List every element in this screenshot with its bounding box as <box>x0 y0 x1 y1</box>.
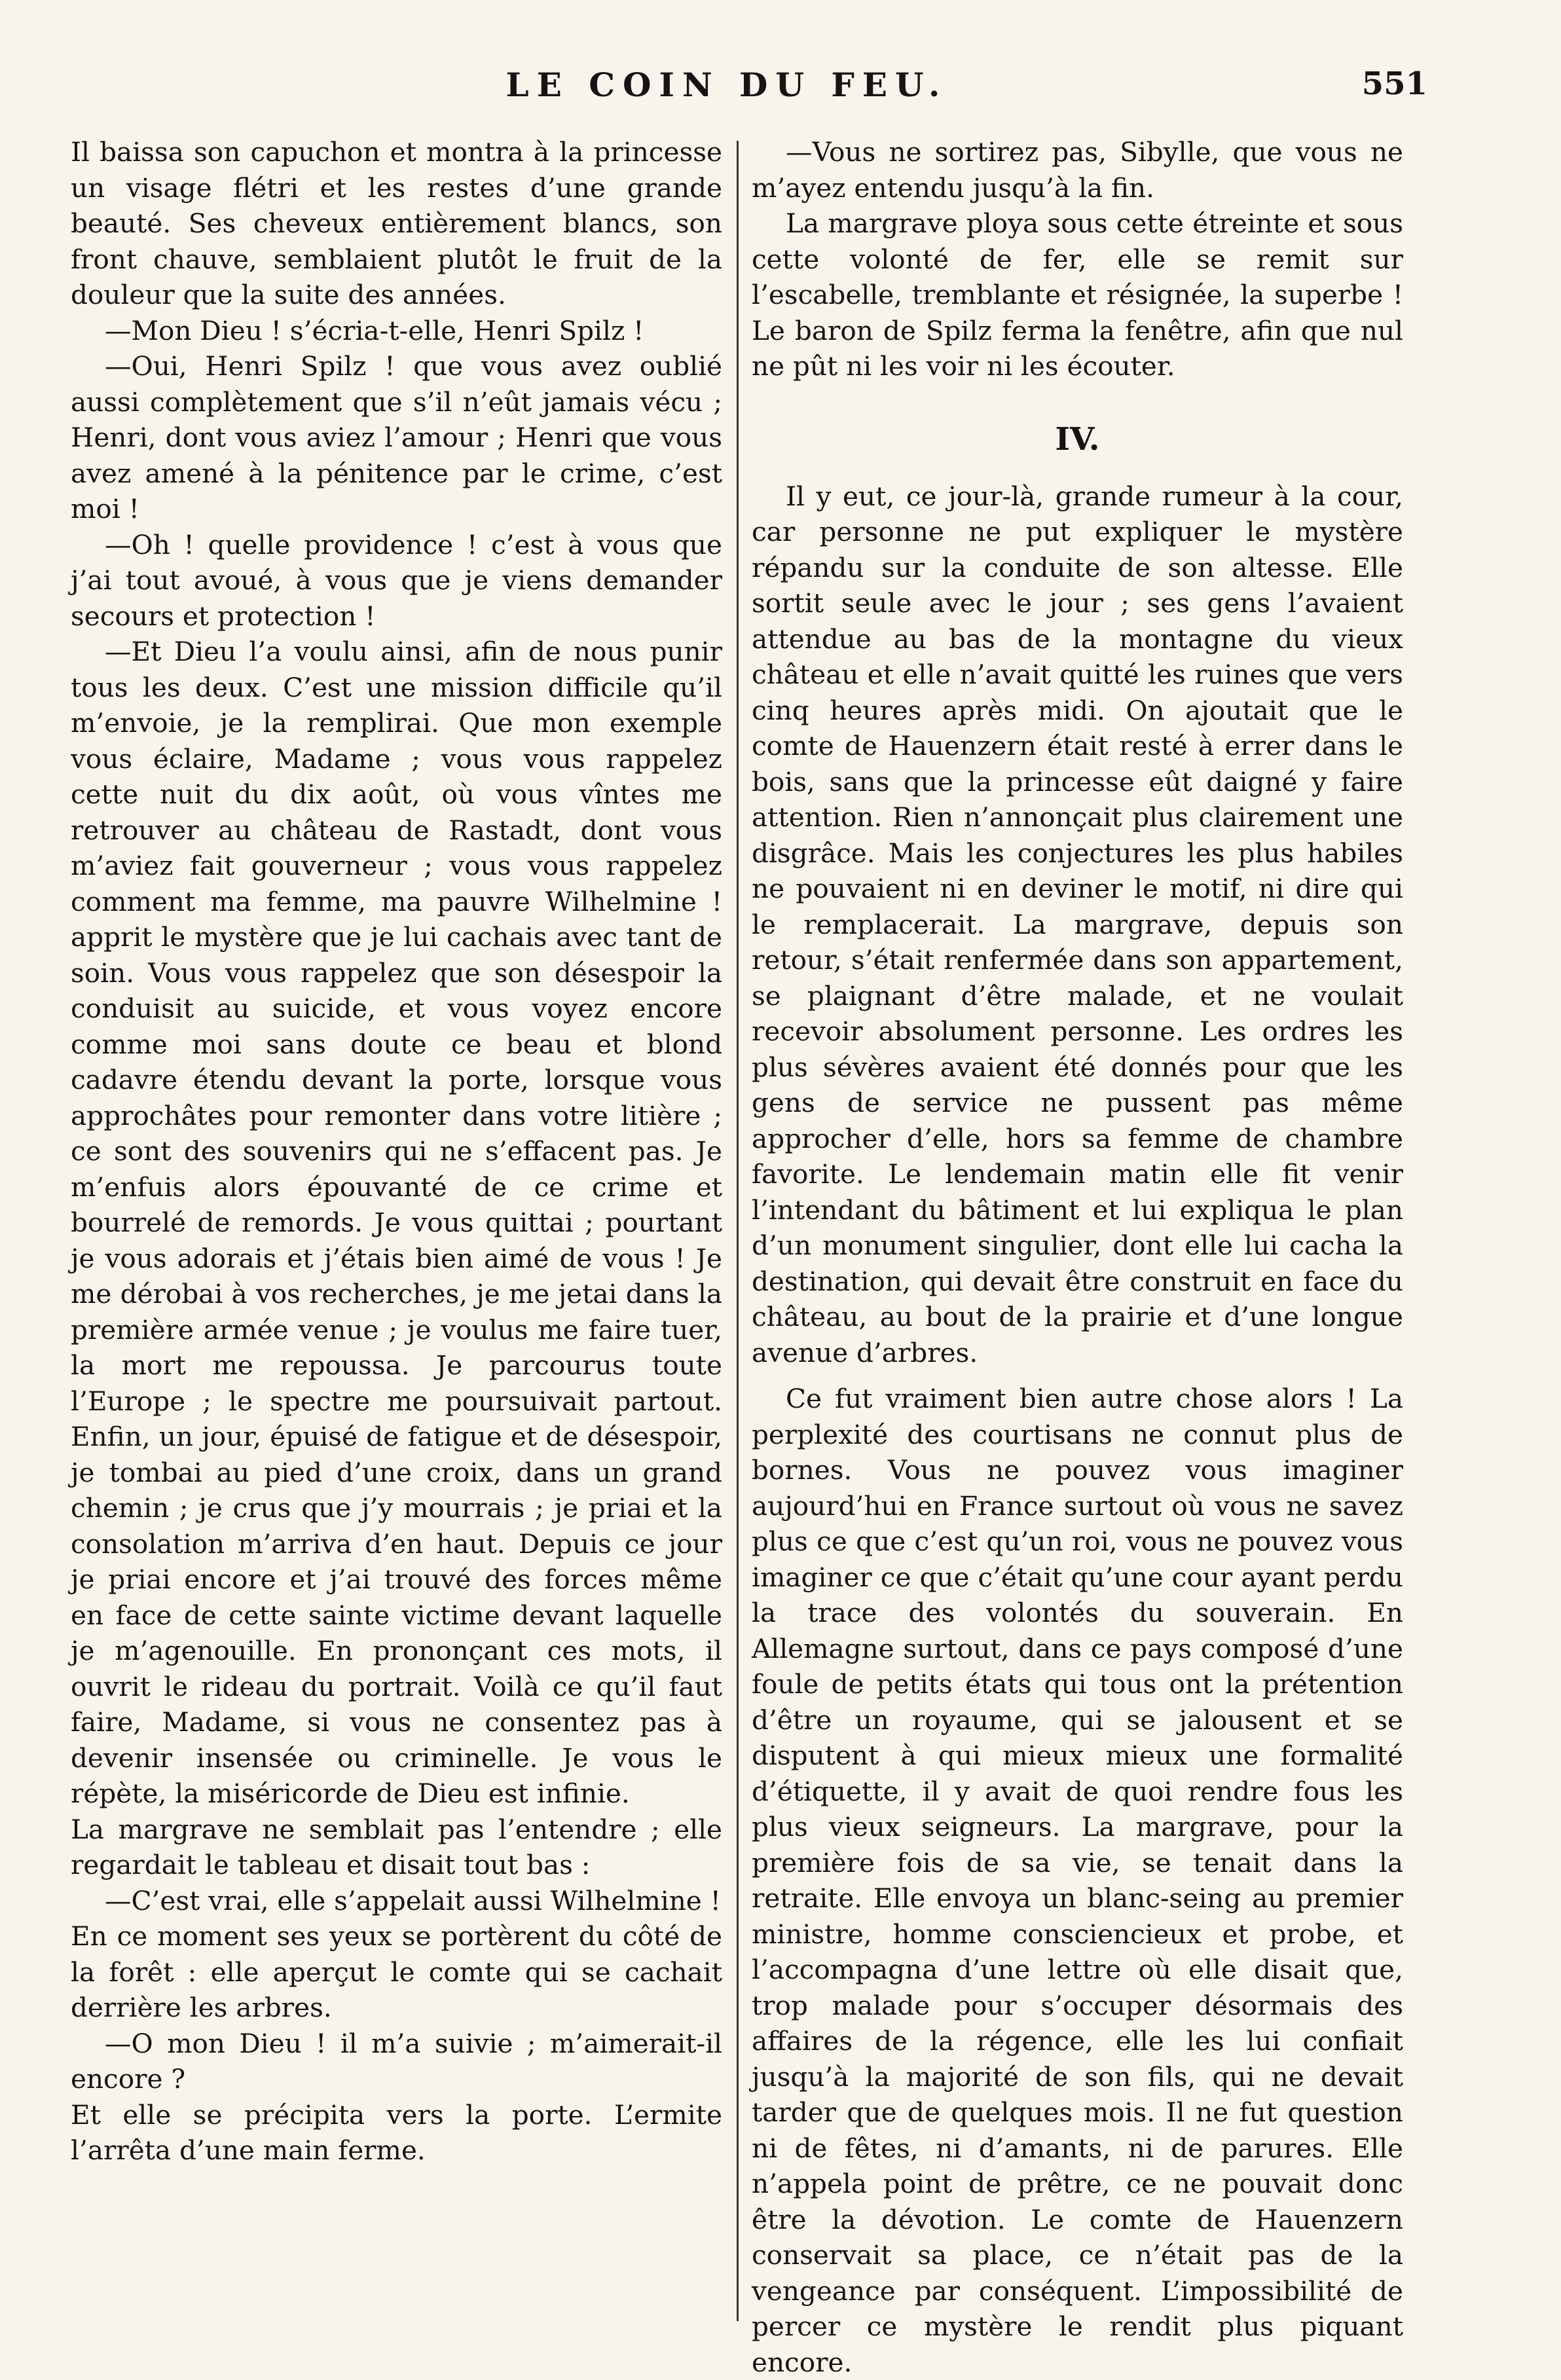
paragraph: —Oh ! quelle providence ! c’est à vous que j’ai tout avoué, à vous que je viens demander secours et protection ! <box>71 528 722 632</box>
paragraph: Il baissa son capuchon et montra à la princesse un visage flétri et les restes d’une grande beauté. Ses cheveux entièrement blancs, son front chauve, semblaient plutôt le fruit de la douleur que la suite des années. <box>71 136 722 310</box>
column-divider <box>737 141 739 2321</box>
paragraph: Ce fut vraiment bien autre chose alors ! La perplexité des courtisans ne connut plus de bornes. Vous ne pouvez vous imaginer aujourd’hui en France surtout où vous ne savez plus ce que c’est qu’un roi, vous ne pouvez vous imaginer ce que c’était qu’une cour ayant perdu la trace des volontés du souverain. En Allemagne surtout, dans ce pays composé d’une foule de petits états qui tous ont la prétention d’être un royaume, qui se jalousent et se disputent à qui mieux mieux une formalité d’étiquette, il y avait de quoi rendre fous les plus vieux seigneurs. La margrave, pour la première fois de sa vie, se tenait dans la retraite. Elle envoya un blanc-seing au premier ministre, homme consciencieux et probe, et l’accompagna d’une lettre où elle disait que, trop malade pour s’occuper désormais des affaires de la régence, elle les lui confiait jusqu’à la majorité de son fils, qui ne devait tarder que de quelques mois. Il ne fut question ni de fêtes, ni d’amants, ni de parures. Elle n’appela point de prêtre, ce ne pouvait donc être la dévotion. Le comte de Hauenzern conservait sa place, ce n’était pas de la vengeance par conséquent. L’impossibilité de percer ce mystère le rendit plus piquant encore. <box>752 1383 1403 2378</box>
paragraph: La margrave ne semblait pas l’entendre ; elle regardait le tableau et disait tout bas : <box>71 1813 722 1880</box>
paragraph: Il y eut, ce jour-là, grande rumeur à la cour, car personne ne put expliquer le mystère répandu sur la conduite de son altesse. Elle sortit seule avec le jour ; ses gens l’avaient attendue au bas de la montagne du vieux château et elle n’avait quitté les ruines que vers cinq heures après midi. On ajoutait que le comte de Hauenzern était resté à errer dans le bois, sans que la princesse eût daigné y faire attention. Rien n’annonçait plus clairement une disgrâce. Mais les conjectures les plus habiles ne pouvaient ni en deviner le motif, ni dire qui le remplacerait. La margrave, depuis son retour, s’était renfermée dans son appartement, se plaignant d’être malade, et ne voulait recevoir absolument personne. Les ordres les plus sévères avaient été donnés pour que les gens de service ne pussent pas même approcher d’elle, hors sa femme de chambre favorite. Le lendemain matin elle fit venir l’intendant du bâtiment et lui expliqua le plan d’un monument singulier, dont elle lui cacha la destination, qui devait être construit en face du château, au bout de la prairie et d’une longue avenue d’arbres. <box>752 480 1403 1368</box>
page-number: 551 <box>1361 65 1427 102</box>
paragraph: —Et Dieu l’a voulu ainsi, afin de nous punir tous les deux. C’est une mission difficile qu’il m’envoie, je la remplirai. Que mon exemple vous éclaire, Madame ; vous vous rappelez cette nuit du dix août, où vous vîntes me retrouver au château de Rastadt, dont vous m’aviez fait gouverneur ; vous vous rappelez comment ma femme, ma pauvre Wilhelmine ! apprit le mystère que je lui cachais avec tant de soin. Vous vous rappelez que son désespoir la conduisit au suicide, et vous voyez encore comme moi sans doute ce beau et blond cadavre étendu devant la porte, lorsque vous approchâtes pour remonter dans votre litière ; ce sont des souvenirs qui ne s’effacent pas. Je m’enfuis alors épouvanté de ce crime et bourrelé de remords. Je vous quittai ; pourtant je vous adorais et j’étais bien aimé de vous ! Je me dérobai à vos recherches, je me jetai dans la première armée venue ; je voulus me faire tuer, la mort me repoussa. Je parcourus toute l’Europe ; le spectre me poursuivait partout. Enfin, un jour, épuisé de fatigue et de désespoir, je tombai au pied d’une croix, dans un grand chemin ; je crus que j’y mourrais ; je priai et la consolation m’arriva d’en haut. Depuis ce jour je priai encore et j’ai trouvé des forces même en face de cette sainte victime devant laquelle je m’agenouille. En prononçant ces mots, il ouvrit le rideau du portrait. Voilà ce qu’il faut faire, Madame, si vous ne consentez pas à devenir insensée ou criminelle. Je vous le répète, la miséricorde de Dieu est infinie. <box>71 636 722 1809</box>
chapter-heading: IV. <box>1055 420 1100 458</box>
paragraph: —Oui, Henri Spilz ! que vous avez oublié aussi complètement que s’il n’eût jamais vécu ; Henri, dont vous aviez l’amour ; Henri que vous avez amené à la pénitence par le crime, c’est moi ! <box>71 350 722 524</box>
right-column <box>752 134 1403 2380</box>
running-title: LE COIN DU FEU. <box>505 65 948 104</box>
paragraph: Et elle se précipita vers la porte. L’ermite l’arrêta d’une main ferme. <box>71 2098 722 2166</box>
paragraph: La margrave ploya sous cette étreinte et sous cette volonté de fer, elle se remit sur l’escabelle, tremblante et résignée, la superbe ! Le baron de Spilz ferma la fenêtre, afin que nul ne pût ni les voir ni les écouter. <box>752 208 1403 382</box>
paragraph: En ce moment ses yeux se portèrent du côté de la forêt : elle aperçut le comte qui se cachait derrière les arbres. <box>71 1920 722 2023</box>
paragraph: —Vous ne sortirez pas, Sibylle, que vous ne m’ayez entendu jusqu’à la fin. <box>752 136 1403 204</box>
running-header <box>0 65 1561 124</box>
paragraph: —Mon Dieu ! s’écria-t-elle, Henri Spilz ! <box>105 314 644 346</box>
paragraph: —O mon Dieu ! il m’a suivie ; m’aimerait-il encore ? <box>71 2027 722 2095</box>
left-column <box>71 134 722 2169</box>
paragraph: —C’est vrai, elle s’appelait aussi Wilhelmine ! <box>105 1884 721 1916</box>
